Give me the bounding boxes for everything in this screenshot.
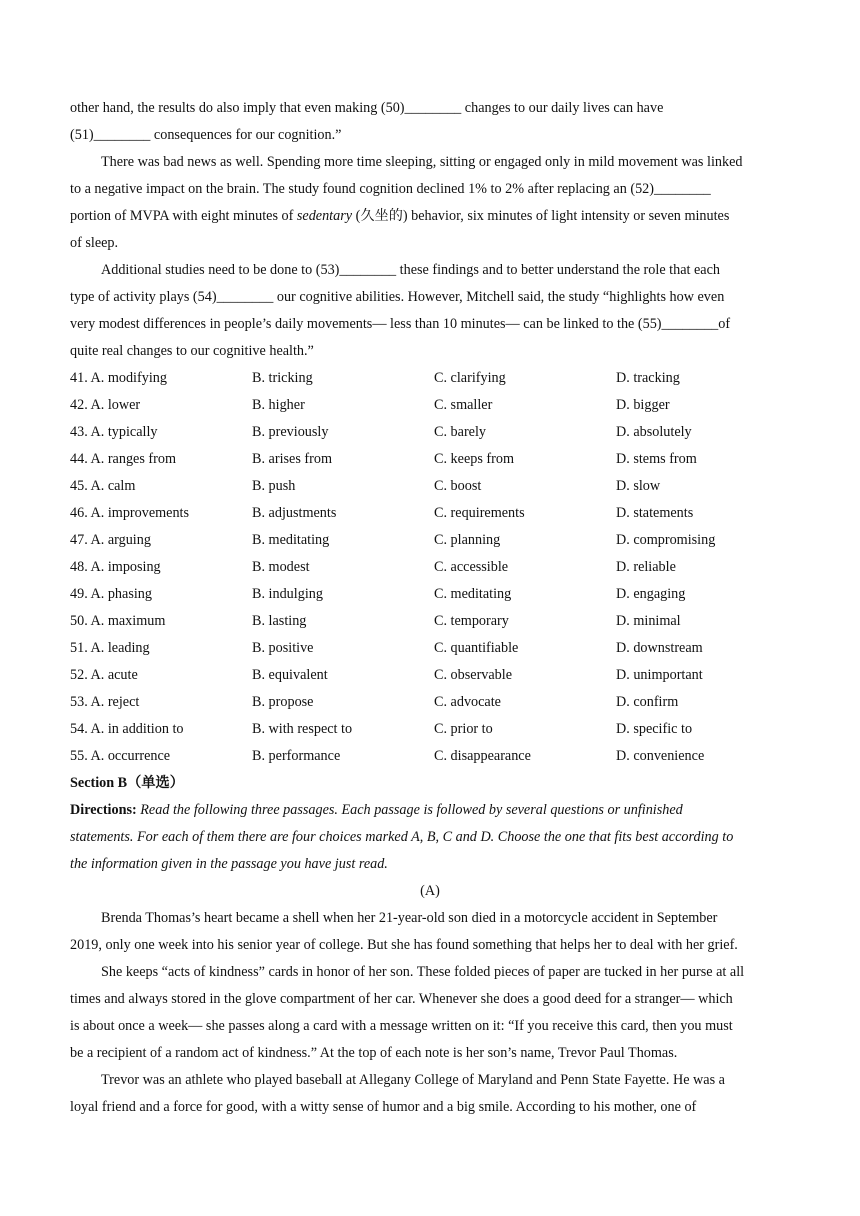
option-c: C. meditating: [434, 586, 512, 602]
option-d: D. bigger: [616, 397, 670, 413]
option-b: B. modest: [252, 559, 310, 575]
option-c: C. requirements: [434, 505, 525, 521]
passage-line: is about once a week— she passes along a card with a message written on it: “If you receive this card, then you must: [70, 1018, 733, 1034]
option-row: [70, 473, 790, 500]
passage-line: loyal friend and a force for good, with a witty sense of humor and a big smile. According to his mother, one of: [70, 1099, 697, 1115]
option-row: [70, 554, 790, 581]
option-row: [70, 581, 790, 608]
option-a: 41. A. modifying: [70, 370, 167, 386]
text-run: portion of MVPA with eight minutes of: [70, 208, 297, 224]
option-a: 45. A. calm: [70, 478, 136, 494]
option-d: D. minimal: [616, 613, 681, 629]
option-a: 42. A. lower: [70, 397, 141, 413]
option-b: B. positive: [252, 640, 314, 656]
passage-line: very modest differences in people’s daily movements— less than 10 minutes— can be linked to the (55)________of: [70, 316, 731, 332]
option-a: 51. A. leading: [70, 640, 150, 656]
option-a: 44. A. ranges from: [70, 451, 176, 467]
passage-line: be a recipient of a random act of kindness.” At the top of each note is her son’s name, Trevor Paul Thomas.: [70, 1045, 678, 1061]
option-b: B. indulging: [252, 586, 323, 602]
passage-line: of sleep.: [70, 235, 119, 251]
directions-line: the information given in the passage you have just read.: [70, 856, 388, 872]
option-b: B. equivalent: [252, 667, 328, 683]
option-b: B. lasting: [252, 613, 307, 629]
option-d: D. confirm: [616, 694, 679, 710]
passage-line: Brenda Thomas’s heart became a shell when her 21-year-old son died in a motorcycle accident in September: [101, 910, 718, 926]
option-b: B. arises from: [252, 451, 332, 467]
option-a: 48. A. imposing: [70, 559, 161, 575]
option-row: [70, 446, 790, 473]
option-d: D. convenience: [616, 748, 705, 764]
option-b: B. push: [252, 478, 296, 494]
passage-line: to a negative impact on the brain. The study found cognition declined 1% to 2% after replacing an (52)________: [70, 181, 711, 197]
passage-line: quite real changes to our cognitive health.”: [70, 343, 314, 359]
option-c: C. disappearance: [434, 748, 531, 764]
option-c: C. boost: [434, 478, 482, 494]
passage-line: She keeps “acts of kindness” cards in honor of her son. These folded pieces of paper are tucked in her purse at all: [101, 964, 745, 980]
directions-line: statements. For each of them there are four choices marked A, B, C and D. Choose the one that fits best according to: [70, 829, 734, 845]
option-row: [70, 419, 790, 446]
passage-line: Additional studies need to be done to (53)________ these findings and to better understand the role that each: [101, 262, 720, 278]
option-b: B. meditating: [252, 532, 330, 548]
passage-line: Trevor was an athlete who played baseball at Allegany College of Maryland and Penn State Fayette. He was a: [101, 1072, 725, 1088]
option-c: C. observable: [434, 667, 513, 683]
option-row: [70, 500, 790, 527]
option-row: [70, 716, 790, 743]
option-d: D. downstream: [616, 640, 703, 656]
option-b: B. adjustments: [252, 505, 337, 521]
option-d: D. unimportant: [616, 667, 703, 683]
directions-line: [70, 797, 790, 824]
option-row: [70, 689, 790, 716]
document-page: [70, 95, 790, 1121]
option-a: 49. A. phasing: [70, 586, 152, 602]
option-b: B. with respect to: [252, 721, 353, 737]
option-c: C. accessible: [434, 559, 509, 575]
option-row: [70, 527, 790, 554]
option-d: D. absolutely: [616, 424, 692, 440]
text-run: (久坐的) behavior, six minutes of light intensity or seven minutes: [352, 208, 730, 224]
option-row: [70, 608, 790, 635]
option-row: [70, 662, 790, 689]
option-a: 50. A. maximum: [70, 613, 166, 629]
passage-line: type of activity plays (54)________ our cognitive abilities. However, Mitchell said, the study “highlights how even: [70, 289, 725, 305]
option-c: C. clarifying: [434, 370, 506, 386]
option-a: 52. A. acute: [70, 667, 138, 683]
passage-line: [70, 203, 790, 230]
passage-line: (51)________ consequences for our cognition.”: [70, 127, 342, 143]
option-b: B. tricking: [252, 370, 313, 386]
directions-label: Directions:: [70, 802, 137, 818]
option-d: D. tracking: [616, 370, 680, 386]
option-d: D. engaging: [616, 586, 686, 602]
option-d: D. stems from: [616, 451, 697, 467]
option-row: [70, 365, 790, 392]
passage-line: other hand, the results do also imply that even making (50)________ changes to our daily lives can have: [70, 100, 664, 116]
option-row: [70, 635, 790, 662]
option-a: 46. A. improvements: [70, 505, 190, 521]
passage-a: [70, 905, 790, 1121]
option-b: B. previously: [252, 424, 329, 440]
option-d: D. specific to: [616, 721, 693, 737]
option-c: C. keeps from: [434, 451, 514, 467]
passage-label: (A): [420, 883, 440, 899]
option-a: 47. A. arguing: [70, 532, 151, 548]
passage-line: 2019, only one week into his senior year of college. But she has found something that helps her to deal with her grief.: [70, 937, 738, 953]
option-c: C. quantifiable: [434, 640, 519, 656]
passage-line: times and always stored in the glove compartment of her car. Whenever she does a good deed for a stranger— which: [70, 991, 733, 1007]
italic-term: sedentary: [296, 208, 353, 224]
passage-line: There was bad news as well. Spending more time sleeping, sitting or engaged only in mild movement was linked: [101, 154, 743, 170]
section-heading: Section B（单选）: [70, 775, 184, 791]
option-a: 54. A. in addition to: [70, 721, 184, 737]
option-row: [70, 743, 790, 770]
option-a: 43. A. typically: [70, 424, 158, 440]
options-list: [70, 365, 790, 770]
option-c: C. temporary: [434, 613, 509, 629]
option-c: C. prior to: [434, 721, 493, 737]
option-c: C. planning: [434, 532, 501, 548]
option-a: 53. A. reject: [70, 694, 140, 710]
option-row: [70, 392, 790, 419]
option-c: C. advocate: [434, 694, 501, 710]
option-d: D. slow: [616, 478, 661, 494]
option-b: B. performance: [252, 748, 341, 764]
directions-text: Read the following three passages. Each passage is followed by several questions or unfinished: [136, 802, 683, 818]
option-c: C. barely: [434, 424, 487, 440]
option-d: D. reliable: [616, 559, 676, 575]
option-d: D. statements: [616, 505, 694, 521]
option-a: 55. A. occurrence: [70, 748, 171, 764]
option-b: B. propose: [252, 694, 314, 710]
option-b: B. higher: [252, 397, 305, 413]
option-d: D. compromising: [616, 532, 716, 548]
option-c: C. smaller: [434, 397, 493, 413]
